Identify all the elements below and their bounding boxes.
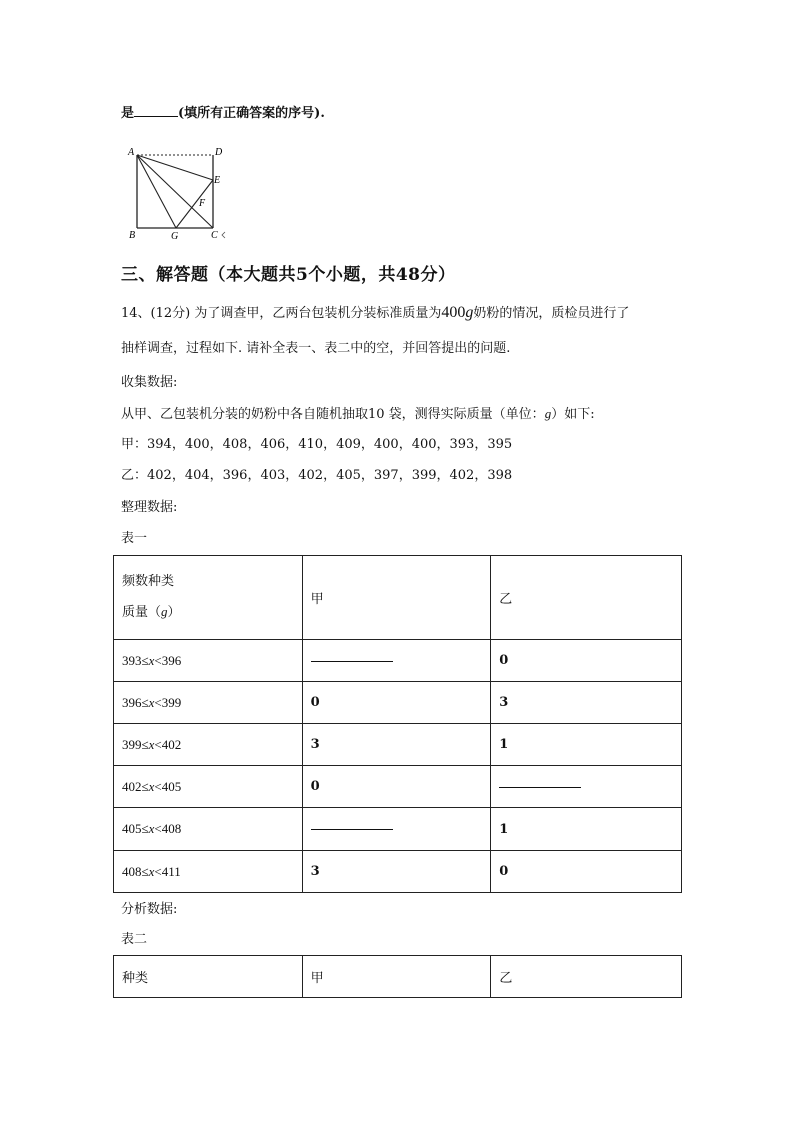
sample-unit: g: [544, 406, 552, 421]
analyze-label: 分析数据:: [121, 902, 178, 917]
label-d: D: [215, 147, 223, 158]
organize-label: 整理数据:: [121, 500, 178, 515]
table-1: [113, 555, 682, 893]
problem-line-1: [121, 304, 629, 323]
table2-header-yi: 乙: [491, 956, 682, 998]
geometry-figure: [124, 144, 234, 244]
answer-blank: [134, 104, 178, 117]
le-sign: ≤: [141, 694, 149, 710]
table-row: [114, 808, 682, 851]
count-cell-jia: 3: [302, 724, 491, 766]
answer-blank: [311, 660, 393, 662]
sample-intro: [121, 405, 595, 424]
interval-lo: 399: [122, 736, 142, 752]
header-unit: g: [161, 604, 168, 619]
interval-hi: 408: [161, 821, 182, 836]
header-line-2-a: 质量（: [122, 605, 162, 620]
interval-cell: [114, 851, 303, 893]
standard-mass: 400: [441, 304, 466, 321]
interval-var: x: [148, 694, 155, 710]
table-row: [114, 724, 682, 766]
answer-blank: [499, 786, 581, 788]
section-heading: 三、解答题（本大题共5个小题，共48分）: [121, 265, 456, 285]
le-sign: ≤: [141, 778, 149, 794]
label-f: F: [199, 198, 206, 209]
problem-text-b: 奶粉的情况，质检员进行了: [473, 306, 630, 321]
intro-prefix: 是: [121, 106, 135, 121]
label-b: B: [129, 230, 136, 241]
interval-var: x: [148, 652, 155, 668]
label-g: G: [171, 231, 179, 242]
table1-label: 表一: [121, 531, 148, 546]
table-row: [114, 682, 682, 724]
segment-ac: [137, 155, 213, 228]
table-2: [113, 955, 682, 998]
interval-lo: 396: [122, 694, 142, 710]
lt-sign: <: [154, 694, 162, 710]
interval-lo: 393: [122, 652, 142, 668]
count-cell-jia: 3: [302, 851, 491, 893]
label-c: C: [211, 230, 218, 241]
problem-line-2: 抽样调查，过程如下. 请补全表一、表二中的空，并回答提出的问题.: [121, 341, 511, 356]
header-line-1: 频数种类: [122, 574, 175, 589]
jia-data: 甲：394，400，408，406，410，409，400，400，393，395: [121, 437, 513, 452]
interval-lo: 408: [122, 863, 142, 879]
interval-cell: [114, 766, 303, 808]
mass-unit: g: [465, 304, 474, 321]
count-cell-yi: 3: [491, 682, 682, 724]
le-sign: ≤: [141, 736, 149, 752]
lt-sign: <: [154, 778, 162, 794]
table-row: [114, 766, 682, 808]
sample-intro-a: 从甲、乙包装机分装的奶粉中各自随机抽取10 袋，测得实际质量（单位：: [121, 407, 545, 422]
lt-sign: <: [154, 863, 162, 879]
interval-hi: 396: [161, 652, 182, 668]
count-cell-jia: 0: [302, 766, 491, 808]
table-row: [114, 851, 682, 893]
table2-label: 表二: [121, 932, 148, 947]
interval-var: x: [148, 736, 155, 752]
corner-mark-icon: [222, 232, 225, 238]
interval-cell: [114, 640, 303, 682]
interval-hi: 402: [161, 736, 182, 752]
count-cell-yi: 0: [491, 640, 682, 682]
interval-hi: 399: [161, 694, 182, 710]
table1-header-jia: 甲: [302, 556, 491, 640]
collect-label: 收集数据:: [121, 375, 178, 390]
count-cell-yi: 0: [491, 851, 682, 893]
interval-lo: 402: [122, 778, 142, 794]
intro-suffix: (填所有正确答案的序号).: [178, 106, 325, 121]
interval-hi: 411: [161, 863, 181, 879]
le-sign: ≤: [141, 821, 149, 836]
interval-var: x: [148, 821, 155, 836]
table2-header-kind: 种类: [114, 956, 303, 998]
answer-blank: [311, 828, 393, 830]
interval-var: x: [148, 863, 155, 879]
lt-sign: <: [154, 736, 162, 752]
answer-blank-cell: [491, 766, 682, 808]
interval-lo: 405: [122, 821, 142, 836]
header-line-2-b: ）: [167, 605, 181, 620]
problem-number: 14、(12分): [121, 306, 191, 321]
table2-header-row: [114, 956, 682, 998]
answer-blank-cell: [302, 808, 491, 851]
lt-sign: <: [154, 652, 162, 668]
le-sign: ≤: [141, 863, 149, 879]
label-e: E: [214, 175, 221, 186]
table2-header-jia: 甲: [302, 956, 491, 998]
label-a: A: [128, 147, 135, 158]
sample-intro-b: ）如下:: [551, 407, 595, 422]
table1-header-corner: [114, 556, 303, 640]
answer-blank-cell: [302, 640, 491, 682]
segment-ge: [176, 180, 213, 228]
interval-var: x: [148, 778, 155, 794]
count-cell-yi: 1: [491, 724, 682, 766]
table1-header-row: [114, 556, 682, 640]
interval-cell: [114, 682, 303, 724]
problem-text-a: 为了调查甲，乙两台包装机分装标准质量为: [194, 306, 442, 321]
table-row: [114, 640, 682, 682]
interval-cell: [114, 724, 303, 766]
count-cell-jia: 0: [302, 682, 491, 724]
interval-cell: [114, 808, 303, 851]
yi-data: 乙：402，404，396，403，402，405，397，399，402，398: [121, 468, 513, 483]
header-line-2: [122, 597, 302, 628]
count-cell-yi: 1: [491, 808, 682, 851]
le-sign: ≤: [141, 652, 149, 668]
intro-line: [121, 104, 325, 123]
lt-sign: <: [154, 821, 162, 836]
table1-header-yi: 乙: [491, 556, 682, 640]
interval-hi: 405: [161, 778, 182, 794]
